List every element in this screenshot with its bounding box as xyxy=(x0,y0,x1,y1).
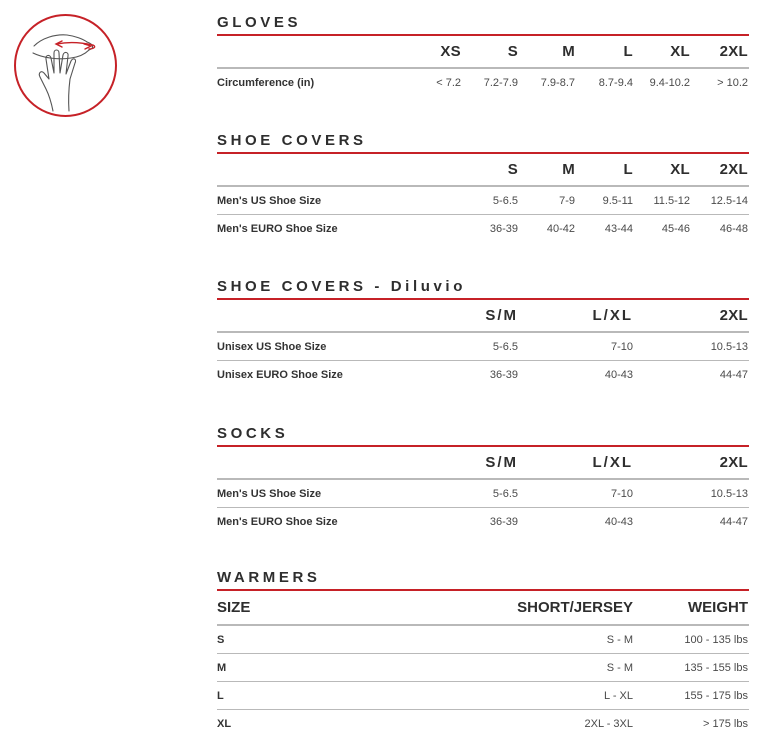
size-header: L xyxy=(623,161,633,178)
table-cell: 46-48 xyxy=(719,222,748,235)
table-row xyxy=(217,508,749,535)
table-cell: 5-6.5 xyxy=(492,340,518,353)
size-header: L/XL xyxy=(592,307,633,324)
shoe-covers-title: SHOE COVERS xyxy=(217,132,367,149)
size-header: XL xyxy=(670,43,690,60)
size-header: S xyxy=(507,161,518,178)
table-cell: 10.5-13 xyxy=(710,487,748,500)
size-header: L xyxy=(623,43,633,60)
gloves-header-row xyxy=(217,36,749,68)
table-row xyxy=(217,69,749,96)
table-cell: 44-47 xyxy=(719,368,748,381)
size-header: 2XL xyxy=(719,161,748,178)
table-cell: < 7.2 xyxy=(436,76,461,89)
table-row xyxy=(217,187,749,215)
table-row xyxy=(217,626,749,654)
table-cell: 7-10 xyxy=(610,340,633,353)
size-header: XL xyxy=(670,161,690,178)
row-label: Circumference (in) xyxy=(217,76,315,89)
size-header: 2XL xyxy=(719,307,748,324)
row-label: Unisex US Shoe Size xyxy=(217,340,327,353)
size-header: S/M xyxy=(485,307,518,324)
size-header: 2XL xyxy=(719,43,748,60)
table-cell: 40-43 xyxy=(604,368,633,381)
size-header: SIZE xyxy=(217,599,251,616)
table-cell: 7-10 xyxy=(610,487,633,500)
row-label: Men's US Shoe Size xyxy=(217,194,322,207)
table-cell: 155 - 175 lbs xyxy=(684,689,748,702)
table-cell: 5-6.5 xyxy=(492,194,518,207)
table-cell: 9.5-11 xyxy=(602,194,633,207)
table-cell: 7.2-7.9 xyxy=(483,76,518,89)
table-cell: 36-39 xyxy=(489,515,518,528)
table-row xyxy=(217,710,749,737)
table-row xyxy=(217,682,749,710)
table-row xyxy=(217,361,749,388)
row-label: L xyxy=(217,689,224,702)
hand-measurement-icon xyxy=(13,13,118,118)
size-header: S/M xyxy=(485,454,518,471)
row-label: Men's EURO Shoe Size xyxy=(217,515,338,528)
warmers-section xyxy=(217,569,749,737)
table-cell: 45-46 xyxy=(661,222,690,235)
table-row xyxy=(217,333,749,361)
shoe-covers-diluvio-title: SHOE COVERS - Diluvio xyxy=(217,278,466,295)
table-cell: 135 - 155 lbs xyxy=(684,661,748,674)
socks-title: SOCKS xyxy=(217,425,289,442)
row-label: M xyxy=(217,661,227,674)
table-cell: 40-42 xyxy=(546,222,575,235)
table-row xyxy=(217,654,749,682)
warmers-title: WARMERS xyxy=(217,569,321,586)
table-cell: 9.4-10.2 xyxy=(649,76,690,89)
warmers-header-row xyxy=(217,591,749,625)
row-label: Men's EURO Shoe Size xyxy=(217,222,338,235)
table-cell: 5-6.5 xyxy=(492,487,518,500)
table-cell: 12.5-14 xyxy=(710,194,748,207)
weight-header: WEIGHT xyxy=(688,599,748,616)
socks-section xyxy=(217,425,749,535)
shoe-covers-section xyxy=(217,132,749,242)
gloves-title: GLOVES xyxy=(217,14,302,31)
table-row xyxy=(217,215,749,242)
table-cell: 40-43 xyxy=(604,515,633,528)
table-cell: 11.5-12 xyxy=(653,194,690,207)
row-label: Men's US Shoe Size xyxy=(217,487,322,500)
row-label: S xyxy=(217,633,225,646)
table-cell: 100 - 135 lbs xyxy=(684,633,748,646)
size-header: 2XL xyxy=(719,454,748,471)
table-cell: 36-39 xyxy=(489,368,518,381)
table-cell: > 10.2 xyxy=(717,76,748,89)
table-cell: 44-47 xyxy=(719,515,748,528)
table-cell: L - XL xyxy=(604,689,633,702)
shoe-covers-header-row xyxy=(217,154,749,186)
row-label: XL xyxy=(217,717,232,730)
diluvio-header-row xyxy=(217,300,749,332)
table-cell: 7-9 xyxy=(559,194,575,207)
table-cell: 43-44 xyxy=(604,222,633,235)
table-cell: 2XL - 3XL xyxy=(584,717,633,730)
size-header: L/XL xyxy=(592,454,633,471)
table-cell: 36-39 xyxy=(489,222,518,235)
table-cell: 8.7-9.4 xyxy=(598,76,633,89)
size-header: S xyxy=(507,43,518,60)
table-cell: > 175 lbs xyxy=(703,717,748,730)
shoe-covers-diluvio-section xyxy=(217,278,749,388)
table-row xyxy=(217,480,749,508)
table-cell: S - M xyxy=(606,633,633,646)
size-header: XS xyxy=(440,43,461,60)
socks-header-row xyxy=(217,447,749,479)
gloves-section xyxy=(217,14,749,96)
table-cell: 10.5-13 xyxy=(710,340,748,353)
table-cell: 7.9-8.7 xyxy=(540,76,575,89)
size-header: M xyxy=(562,161,575,178)
table-cell: S - M xyxy=(606,661,633,674)
short-jersey-header: SHORT/JERSEY xyxy=(517,599,633,616)
row-label: Unisex EURO Shoe Size xyxy=(217,368,343,381)
size-header: M xyxy=(562,43,575,60)
